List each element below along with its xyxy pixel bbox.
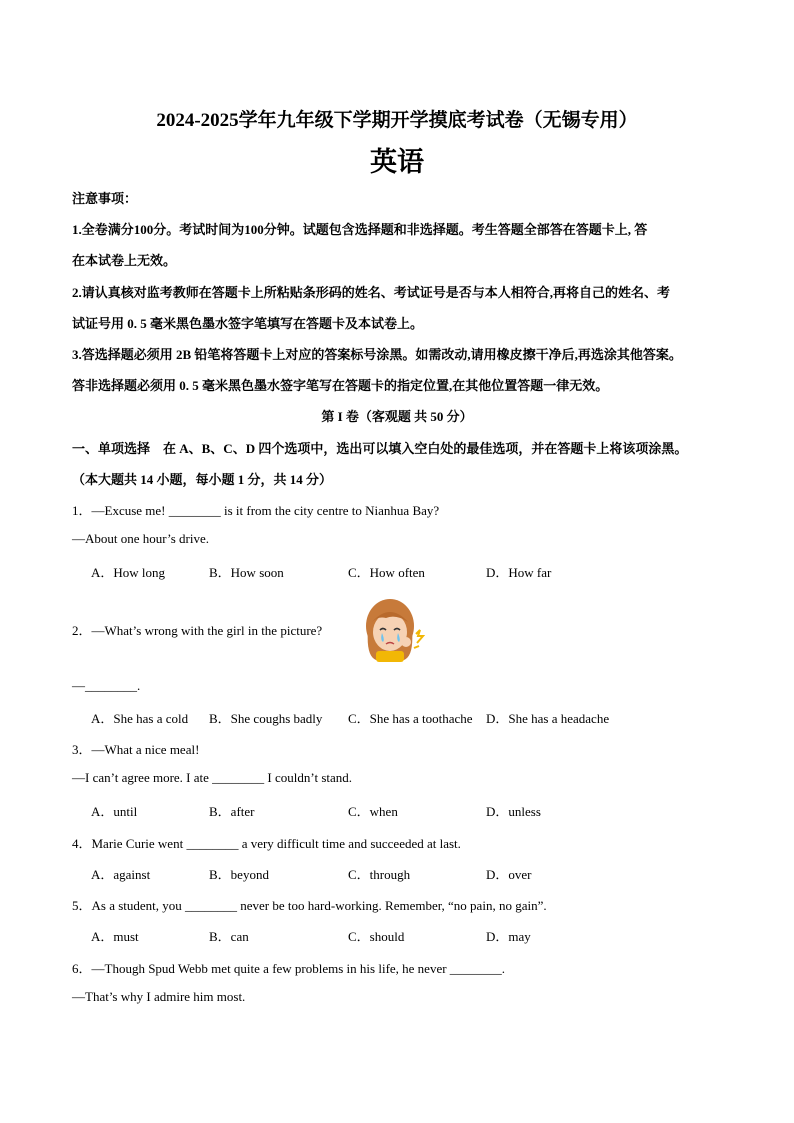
part-title: 一、单项选择 在 A、B、C、D 四个选项中，选出可以填入空白处的最佳选项，并在答题卡上将该项涂黑。: [72, 441, 688, 456]
option-a: A．She has a cold: [91, 711, 189, 726]
option-d: D．She has a headache: [486, 711, 610, 726]
question-stem: 5．As a student, you ________ never be too hard-working. Remember, “no pain, no gain”.: [72, 898, 547, 913]
question-stem: 3．—What a nice meal!: [72, 742, 200, 757]
question-stem: 6．—Though Spud Webb met quite a few problems in his life, he never ________.: [72, 961, 506, 976]
notice-line: 3.答选择题必须用 2B 铅笔将答题卡上对应的答案标号涂黑。如需改动,请用橡皮擦干净后,再选涂其他答案。: [72, 347, 682, 362]
notice-line: 1.全卷满分100分。考试时间为100分钟。试题包含选择题和非选择题。考生答题全部答在答题卡上, 答: [72, 222, 648, 237]
option-c: C．through: [348, 867, 411, 882]
option-b: B．beyond: [209, 867, 269, 882]
option-d: D．over: [486, 867, 532, 882]
question-reply: —That’s why I admire him most.: [72, 989, 246, 1004]
option-d: D．unless: [486, 804, 541, 819]
option-b: B．can: [209, 929, 249, 944]
option-c: C．She has a toothache: [348, 711, 473, 726]
question-stem: 4．Marie Curie went ________ a very difficult time and succeeded at last.: [72, 836, 461, 851]
notice-line: 试证号用 0. 5 毫米黑色墨水签字笔填写在答题卡及本试卷上。: [72, 316, 424, 331]
option-b: B．How soon: [209, 565, 284, 580]
question-reply: —I can’t agree more. I ate ________ I couldn’t stand.: [72, 770, 353, 785]
exam-title: 2024-2025学年九年级下学期开学摸底考试卷（无锡专用）: [156, 110, 638, 131]
option-c: C．should: [348, 929, 405, 944]
question-reply: —About one hour’s drive.: [72, 531, 209, 546]
question-stem: 1．—Excuse me! ________ is it from the city centre to Nianhua Bay?: [72, 503, 440, 518]
notice-heading: 注意事项：: [72, 191, 138, 206]
option-a: A．must: [91, 929, 139, 944]
option-c: C．How often: [348, 565, 425, 580]
option-a: A．against: [91, 867, 151, 882]
question-stem: 2．—What’s wrong with the girl in the picture?: [72, 623, 323, 638]
crying-girl-with-toothache-icon: [356, 596, 426, 662]
option-a: A．until: [91, 804, 138, 819]
option-b: B．She coughs badly: [209, 711, 323, 726]
option-c: C．when: [348, 804, 398, 819]
section-heading: 第 I 卷（客观题 共 50 分）: [321, 409, 473, 424]
question-reply: —________.: [72, 678, 141, 693]
notice-line: 2.请认真核对监考教师在答题卡上所粘贴条形码的姓名、考试证号是否与本人相符合,再将自己的姓名、考: [72, 285, 671, 300]
part-note: （本大题共 14 小题，每小题 1 分，共 14 分）: [72, 472, 333, 487]
option-d: D．may: [486, 929, 531, 944]
notice-line: 答非选择题必须用 0. 5 毫米黑色墨水签字笔写在答题卡的指定位置,在其他位置答题一律无效。: [72, 378, 609, 393]
option-a: A．How long: [91, 565, 166, 580]
subject-title: 英语: [370, 147, 424, 177]
option-d: D．How far: [486, 565, 552, 580]
notice-line: 在本试卷上无效。: [72, 253, 177, 268]
option-b: B．after: [209, 804, 255, 819]
